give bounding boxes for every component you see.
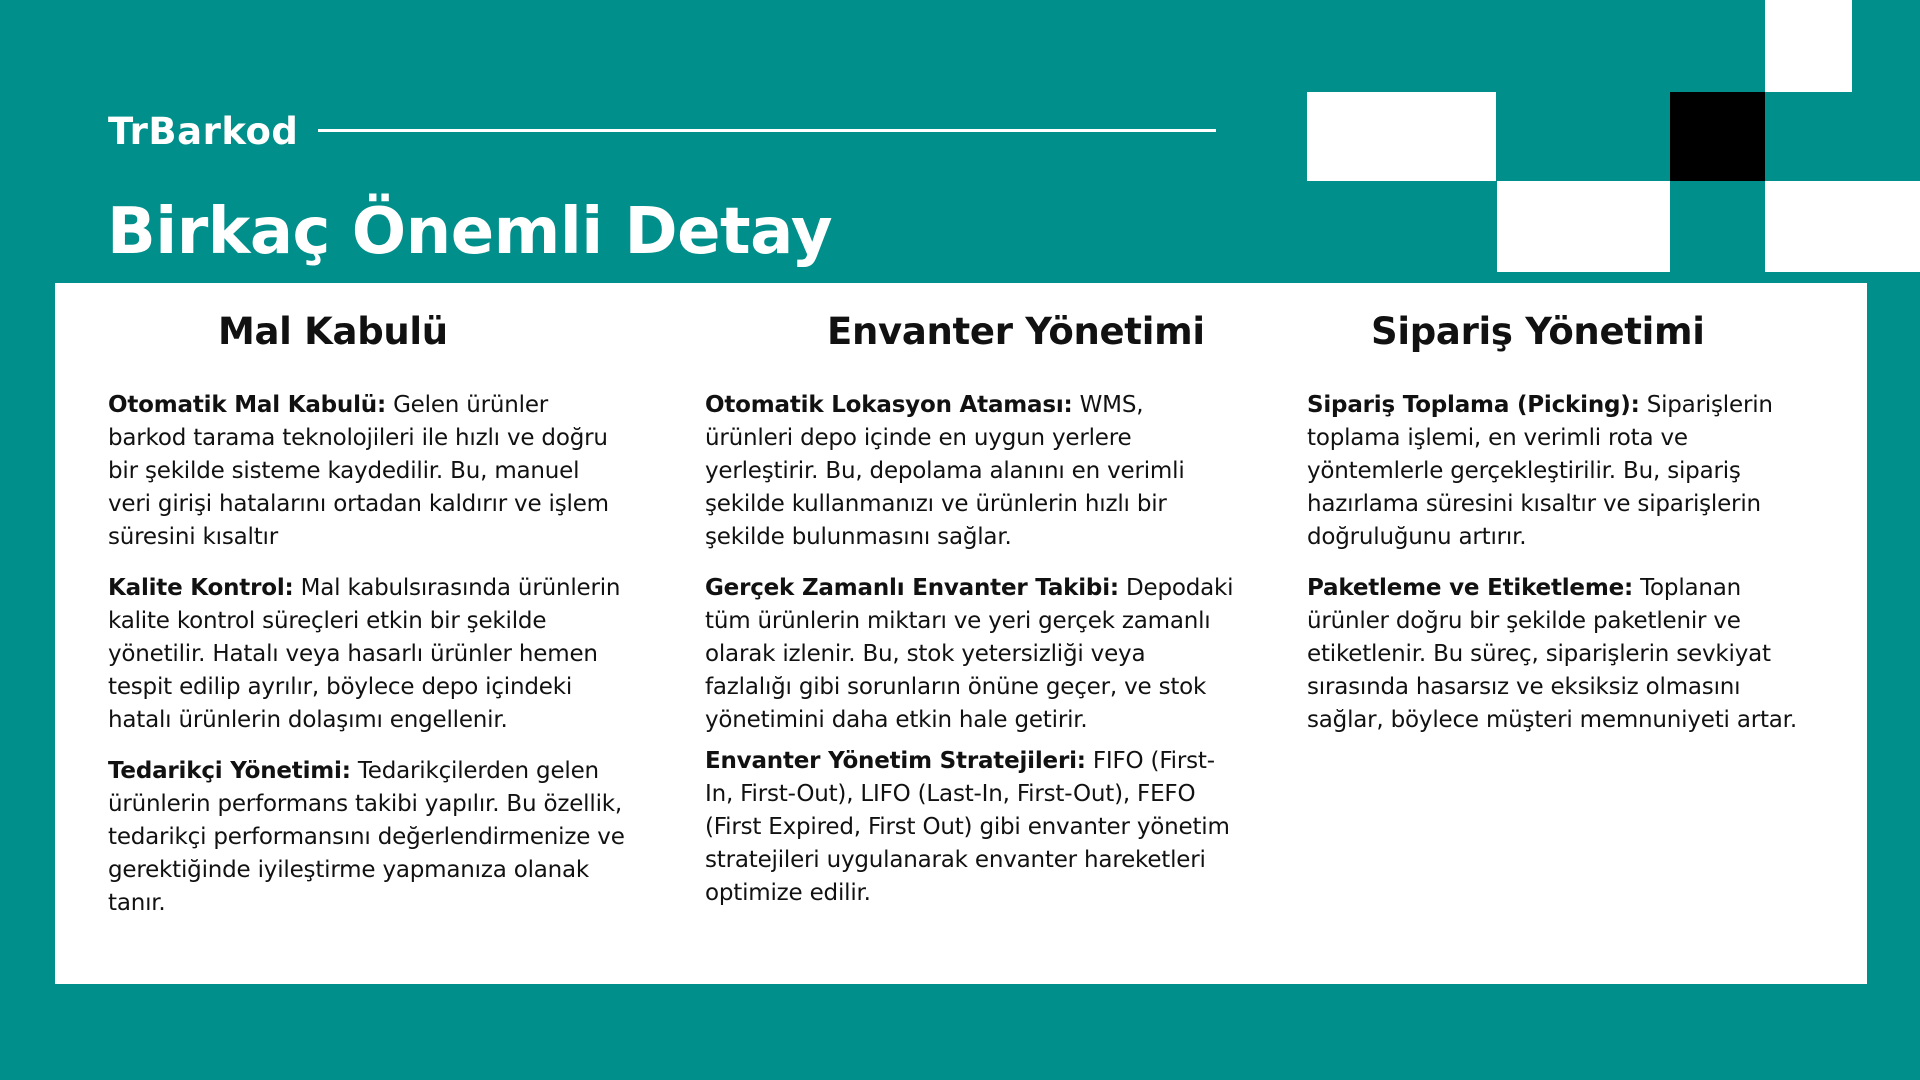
brand-divider-line (318, 129, 1216, 132)
detail-text: Mal kabulsırasında ürünlerin kalite kontrol süreçleri etkin bir şekilde yönetilir. Hatalı veya hasarlı ürünler hemen tespit edilip ayrılır, böylece depo içindeki hatalı ürünlerin dolaşımı engellenir. (108, 575, 621, 733)
column-heading: Envanter Yönetimi (827, 310, 1205, 353)
brand-name: TrBarkod (108, 110, 299, 153)
detail-item (108, 755, 628, 920)
detail-label: Otomatik Mal Kabulü: (108, 392, 386, 418)
detail-item (108, 572, 628, 737)
detail-item (705, 572, 1235, 737)
detail-item (705, 745, 1235, 910)
detail-text: Gelen ürünler barkod tarama teknolojileri ile hızlı ve doğru bir şekilde sisteme kaydedilir. Bu, manuel veri girişi hatalarını ortadan kaldırır ve işlem süresini kısaltır (108, 392, 609, 550)
column-heading: Mal Kabulü (218, 310, 448, 353)
detail-item (1307, 572, 1807, 737)
detail-text: Tedarikçilerden gelen ürünlerin performans takibi yapılır. Bu özellik, tedarikçi performansını değerlendirmenize ve gerektiğinde iyileştirme yapmanıza olanak tanır. (108, 758, 625, 916)
detail-label: Gerçek Zamanlı Envanter Takibi: (705, 575, 1119, 601)
detail-label: Paketleme ve Etiketleme: (1307, 575, 1633, 601)
detail-label: Sipariş Toplama (Picking): (1307, 392, 1640, 418)
detail-label: Otomatik Lokasyon Ataması: (705, 392, 1073, 418)
decor-square-black (1670, 92, 1765, 181)
detail-item (1307, 389, 1807, 554)
detail-text: FIFO (First-In, First-Out), LIFO (Last-In, First-Out), FEFO (First Expired, First Out) gibi envanter yönetim stratejileri uygulanarak envanter hareketleri optimize edilir. (705, 748, 1230, 906)
detail-item (108, 389, 628, 554)
decor-square-white (1307, 92, 1496, 181)
content-panel (55, 283, 1867, 984)
decor-square-white (1765, 0, 1852, 92)
detail-item (705, 389, 1235, 554)
decor-square-white (1765, 181, 1920, 272)
detail-text: Siparişlerin toplama işlemi, en verimli rota ve yöntemlerle gerçekleştirilir. Bu, sipariş hazırlama süresini kısaltır ve siparişlerin doğruluğunu artırır. (1307, 392, 1773, 550)
page-title: Birkaç Önemli Detay (107, 195, 833, 269)
detail-text: Toplanan ürünler doğru bir şekilde paketlenir ve etiketlenir. Bu süreç, siparişlerin sevkiyat sırasında hasarsız ve eksiksiz olmasını sağlar, böylece müşteri memnuniyeti artar. (1307, 575, 1797, 733)
detail-label: Envanter Yönetim Stratejileri: (705, 748, 1086, 774)
detail-label: Tedarikçi Yönetimi: (108, 758, 351, 784)
detail-text: WMS, ürünleri depo içinde en uygun yerlere yerleştirir. Bu, depolama alanını en verimli şekilde kullanmanızı ve ürünlerin hızlı bir şekilde bulunmasını sağlar. (705, 392, 1185, 550)
decor-square-white (1497, 181, 1670, 272)
detail-label: Kalite Kontrol: (108, 575, 294, 601)
detail-text: Depodaki tüm ürünlerin miktarı ve yeri gerçek zamanlı olarak izlenir. Bu, stok yetersizliği veya fazlalığı gibi sorunların önüne geçer, ve stok yönetimini daha etkin hale getirir. (705, 575, 1234, 733)
column-heading: Sipariş Yönetimi (1371, 310, 1705, 353)
